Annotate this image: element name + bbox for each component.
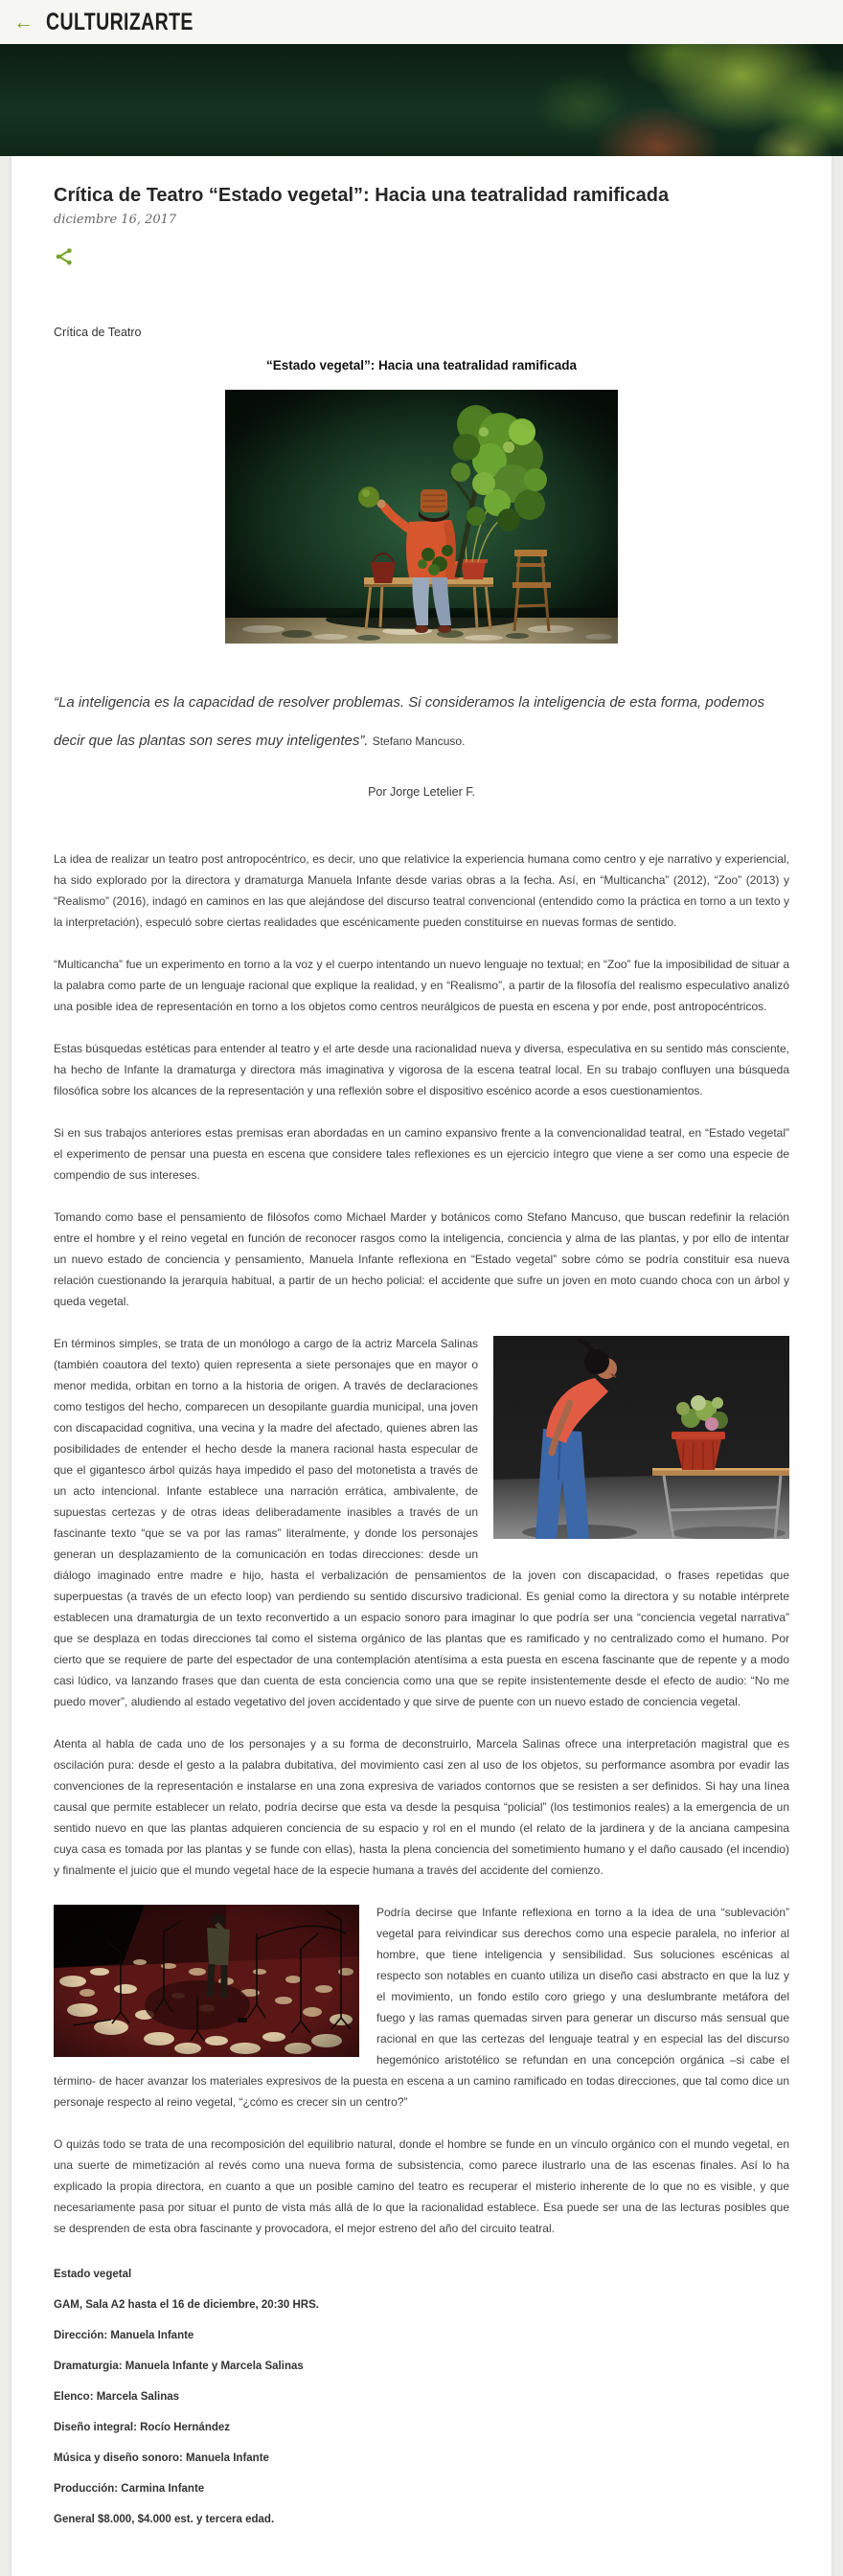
paragraph: En términos simples, se trata de un monólogo a cargo de la actriz Marcela Salinas (también coautora del texto) quien representa a siete personajes que en mayor o menor medida, orbitan en torno a la historia de origen. A través de declaraciones como testigos del hecho, comparecen un desopilante guardia municipal, una joven con discapacidad cognitiva, una vecina y la madre del afectado, quienes abren las posibilidades de entender el hecho desde la manera racional hasta especular de que el gigantesco árbol quizás haya impedido el paso del motonetista a través de un acto intencional. Infante establece una narración errática, ambivalente, de supuestas certezas y de otras ideas deliberadamente inasibles a través de un fascinante texto “que se va por las ramas” literalmente, y donde los personajes generan un desplazamiento de la comunicación en todas direcciones: desde un diálogo imaginado entre madre e hijo, hasta el verbalización de pensamientos de la joven con discapacidad, o frases repetidas que superpuestas (a través de un efecto loop) van perdiendo su sentido discursivo tradicional. Es genial como la directora y su notable intérprete establecen una dramaturgia de un texto reconvertido a un espacio sonoro para imaginar lo que podría ser una “conciencia vegetal narrativa” que se desplaza en todas direcciones tal como el sistema orgánico de las plantas que es ramificado y no centralizado como el humano. Por cierto que se requiere de parte del espectador de una contemplación atentísima a esta puesta en escena fascinante que de repente y a modo casi lúdico, va lanzando frases que dan cuenta de esta conciencia como una que se repite insistentemente desde el efecto de audio: “No me puedo mover”, aludiendo al estado vegetativo del joven accidentado y que sirve de puente con un nuevo estado de conciencia vegetal.	[54, 1337, 789, 1708]
credit-line-show-title: Estado vegetal	[54, 2269, 132, 2280]
paragraph: Si en sus trabajos anteriores estas premisas eran abordadas en un camino expansivo frente a la convencionalidad teatral, en “Estado vegetal” el experimento de pensar una puesta en escena que considere tales reflexiones es un ejercicio íntegro que viene a ser como una especie de compendio de sus intereses.	[54, 1126, 789, 1182]
category-label: Crítica de Teatro	[54, 326, 142, 339]
post-card	[11, 156, 832, 2576]
credit-line-dramaturgy: Dramaturgia: Manuela Infante y Marcela Salinas	[54, 2361, 304, 2372]
paragraph: Estas búsquedas estéticas para entender al teatro y el arte desde una racionalidad nueva y diversa, especulativa en su sentido más consciente, ha hecho de Infante la dramaturga y directora más imaginativa y vigorosa de la escena teatral local. En su trabajo confluyen una búsqueda filosófica sobre los alcances de la representación y una reflexión sobre el dispositivo escénico acorde a esos cuestionamientos.	[54, 1042, 789, 1097]
paragraph: La idea de realizar un teatro post antropocéntrico, es decir, uno que relativice la experiencia humana como centro y eje narrativo y experiencial, ha sido explorado por la directora y dramaturga Manuela Infante desde varias obras a la fecha. Así, en “Multicancha” (2012), “Zoo” (2013) y “Realismo” (2016), indagó en caminos en las que alejándose del discurso teatral convencional (entendido como la práctica en torno a un texto y la interpretación), especuló sobre ciertas realidades que escénicamente pueden constituirse en nuevas formas de sentido.	[54, 852, 789, 929]
back-arrow-icon[interactable]: ←	[13, 11, 34, 34]
credit-line-design: Diseño integral: Rocío Hernández	[54, 2422, 231, 2433]
photo-red-stage	[54, 1905, 359, 2057]
top-navigation-bar	[0, 0, 843, 44]
article-photo-red-stage[interactable]	[54, 1905, 359, 2057]
article-headline: “Estado vegetal”: Hacia una teatralidad ramificada	[265, 358, 578, 373]
post-title: Crítica de Teatro “Estado vegetal”: Hacia una teatralidad ramificada	[54, 185, 670, 206]
byline: Por Jorge Letelier F.	[368, 785, 475, 799]
paragraph: Podría decirse que Infante reflexiona en torno a la idea de una “sublevación” vegetal para reivindicar sus derechos como una especie paralela, no inferior al hombre, que tiene inteligencia y sensibilidad. Sus soluciones escénicas al respecto son notables en cuanto utiliza un diseño casi abstracto en que la luz y el movimiento, un fondo estilo coro griego y una deslumbrante metáfora del fuego y las ramas quemadas sirven para generar un discurso más sensual que racional en que las certezas del lenguaje teatral y en especial las del discurso hegemónico aristotélico se refundan en una concepción orgánica –si cabe el término- de hacer avanzar los materiales expresivos de la puesta en escena a un camino ramificado en todas direcciones, que tal como dice un personaje respecto al reino vegetal, “¿cómo es crecer sin un centro?”	[54, 1906, 789, 2109]
credit-line-venue: GAM, Sala A2 hasta el 16 de diciembre, 20:30 HRS.	[54, 2299, 319, 2311]
article-photo-main-stage[interactable]	[225, 390, 618, 644]
paragraph-with-photo-right	[54, 1333, 789, 1712]
credit-line-production: Producción: Carmina Infante	[54, 2483, 205, 2495]
credit-line-cast: Elenco: Marcela Salinas	[54, 2391, 180, 2403]
credits-block	[54, 2260, 789, 2528]
paragraph: O quizás todo se trata de una recomposición del equilibrio natural, donde el hombre se funde en un vínculo orgánico con el mundo vegetal, en una suerte de mimetización al revés como una nueva forma de subsistencia, como parece ilustrarlo una de las escenas finales. Así lo ha explicado la propia directora, en cuanto a que un posible camino del teatro es recuperar el misterio inherente de lo que no es visible, y que necesariamente pasa por situar el punto de vista más allá de lo que la racionalidad establece. Esa puede ser una de las lecturas posibles que se desprenden de esta obra fascinante y provocadora, el mejor estreno del año del circuito teatral.	[54, 2137, 789, 2235]
quote-text: “La inteligencia es la capacidad de resolver problemas. Si consideramos la inteligencia de esta forma, podemos decir que las plantas son seres muy inteligentes”.	[54, 694, 765, 749]
credit-line-direction: Dirección: Manuela Infante	[54, 2330, 194, 2341]
paragraph: Tomando como base el pensamiento de filósofos como Michael Marder y botánicos como Stefano Mancuso, que buscan redefinir la relación entre el hombre y el reino vegetal en función de reconocer rasgos como la inteligencia, conciencia y alma de las plantas, y por ello de intentar un nuevo estado de conciencia y pensamiento, Manuela Infante reflexiona en “Estado vegetal” sobre cómo se podría constituir esa nueva relación cuestionando la jerarquía habitual, a partir de un hecho policial: el accidente que sufre un joven en moto cuando choca con un árbol y queda vegetal.	[54, 1210, 789, 1308]
share-button[interactable]	[54, 246, 75, 267]
share-nodes-icon	[54, 246, 75, 267]
site-title[interactable]: CULTURIZARTE	[46, 8, 194, 35]
paragraph: “Multicancha” fue un experimento en torno a la voz y el cuerpo intentando un nuevo lenguaje no textual; en “Zoo” fue la imposibilidad de situar a la palabra como parte de un lenguaje racional que explique la realidad, y en “Realismo”, a partir de la filosofía del realismo especulativo analizó una posible idea de representación en torno a los objetos como centros neurálgicos de puesta en escena y por ende, post antropocéntricos.	[54, 958, 789, 1013]
share-row	[54, 246, 789, 272]
article-photo-actress-plant[interactable]	[493, 1336, 789, 1539]
paragraph-with-photo-left	[54, 1902, 789, 2239]
quote-attribution: Stefano Mancuso.	[372, 734, 466, 748]
credit-line-tickets: General $8.000, $4.000 est. y tercera edad.	[54, 2514, 275, 2525]
photo-actress-bowing	[493, 1336, 789, 1539]
photo-stage-green	[225, 390, 618, 644]
credit-line-music: Música y diseño sonoro: Manuela Infante	[54, 2452, 269, 2464]
header-banner-image	[0, 44, 843, 156]
paragraph: Atenta al habla de cada uno de los personajes y a su forma de deconstruirlo, Marcela Salinas ofrece una interpretación magistral que es oscilación pura: desde el gesto a la palabra dubitativa, del movimiento casi zen al uso de los objetos, su performance asombra por evadir las convenciones de la representación e instalarse en una zona expresiva de variados contornos que se resisten a ser definidos. Si hay una línea causal que permite establecer un relato, podría decirse que esta va desde la pesquisa “policial” (los testimonios reales) a la emergencia de un sentido nuevo en que las plantas adquieren conciencia de su espacio y rol en el mundo (el relato de la jardinera y de la anciana campesina cuya casa es tomada por las plantas y se funde con ellas), hasta la plena conciencia del sometimiento humano y el daño causado (el incendio) y finalmente el juicio que el mundo vegetal hace de la especie humana a través del accidente del comienzo.	[54, 1737, 789, 1877]
pull-quote	[54, 684, 789, 760]
post-date: diciembre 16, 2017	[54, 213, 177, 227]
